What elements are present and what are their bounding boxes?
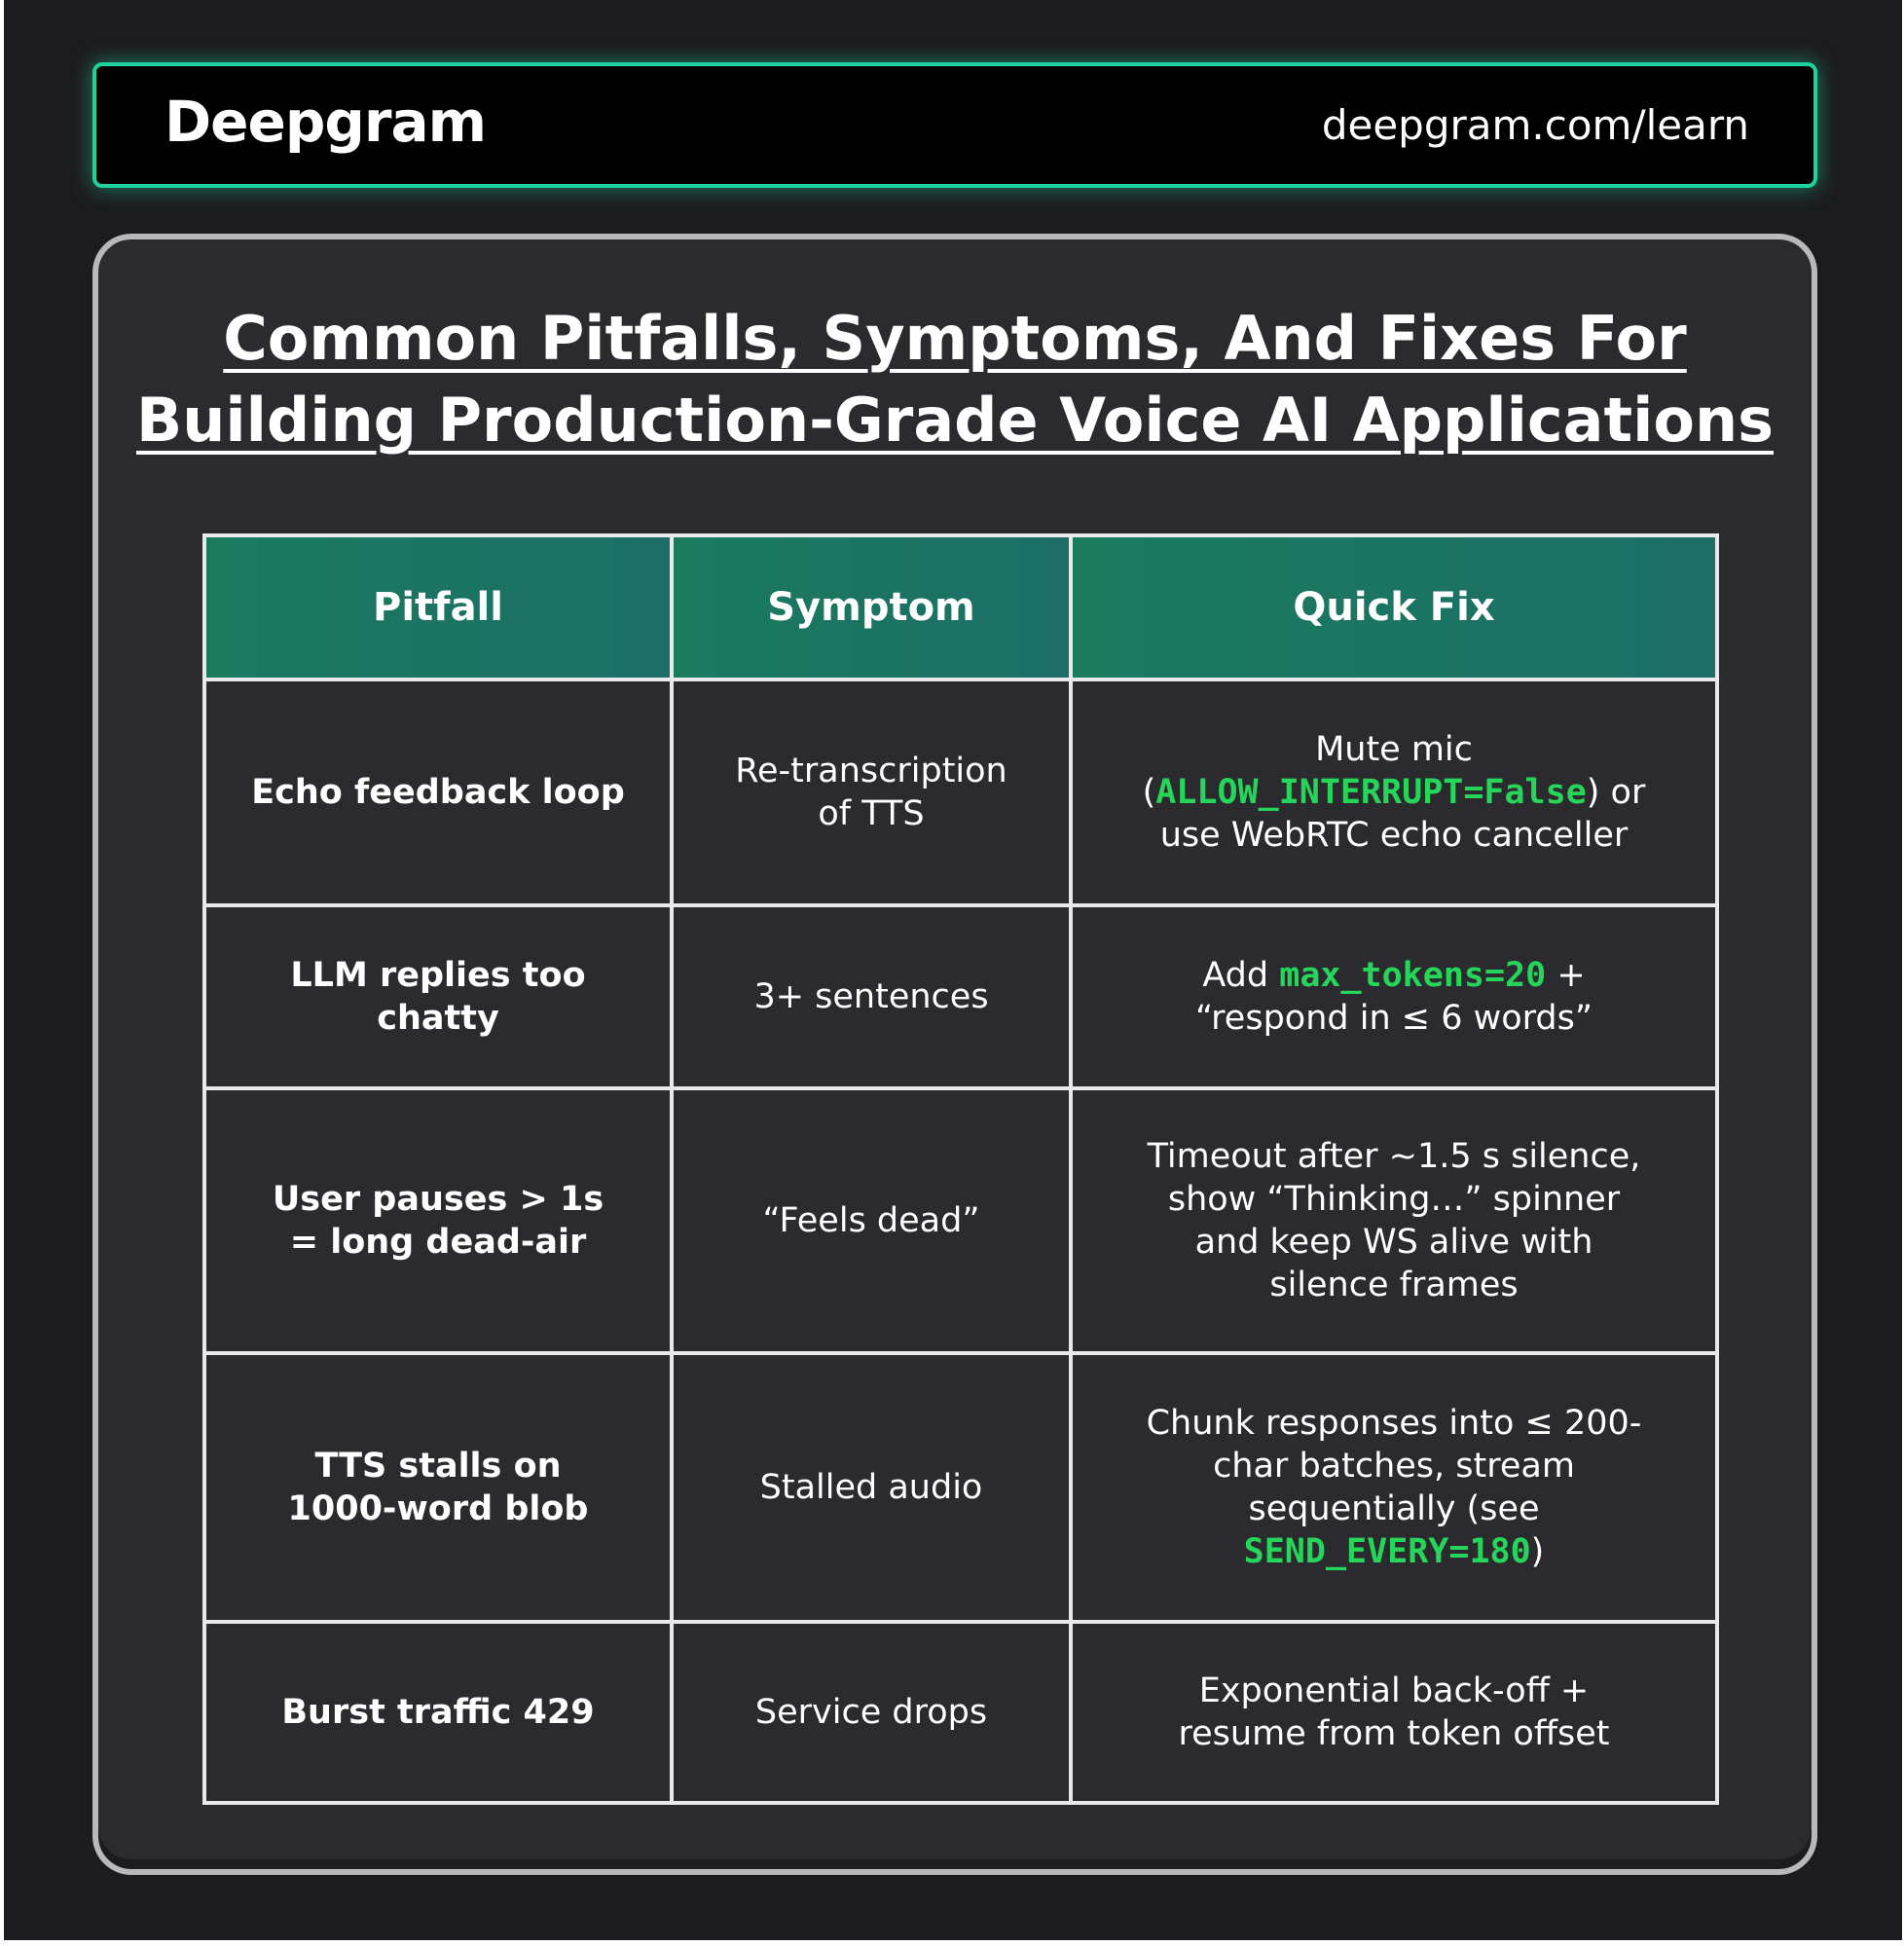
- title-line-2: Building Production-Grade Voice AI Applications: [135, 385, 1775, 456]
- fix-text: silence frames: [1269, 1266, 1519, 1304]
- fix-cell: [1071, 1088, 1717, 1353]
- fix-text: Exponential back-off +: [1198, 1671, 1590, 1710]
- pitfall-cell: [204, 679, 672, 905]
- fix-text: show “Thinking…” spinner: [1167, 1180, 1621, 1219]
- symptom-text: Service drops: [754, 1693, 988, 1732]
- page-title: [98, 298, 1812, 461]
- table-row: [204, 1353, 1717, 1622]
- fix-cell: [1071, 1622, 1717, 1803]
- symptom-text: “Feels dead”: [762, 1201, 980, 1240]
- fix-cell: [1071, 1353, 1717, 1622]
- pitfall-cell: [204, 1088, 672, 1353]
- learn-url-link[interactable]: deepgram.com/learn: [1321, 101, 1749, 149]
- symptom-cell: [672, 1088, 1071, 1353]
- header-pitfall: Pitfall: [204, 535, 672, 679]
- fix-text: Add: [1202, 956, 1280, 995]
- fix-text: “respond in ≤ 6 words”: [1194, 999, 1593, 1038]
- symptom-cell: [672, 905, 1071, 1088]
- symptom-text: of TTS: [818, 794, 925, 833]
- pitfall-text: User pauses > 1s: [272, 1180, 604, 1219]
- fix-text: resume from token offset: [1178, 1714, 1610, 1753]
- symptom-cell: [672, 1353, 1071, 1622]
- pitfall-text: 1000-word blob: [287, 1489, 589, 1528]
- pitfalls-table: [202, 533, 1719, 1805]
- fix-text: sequentially (see: [1248, 1489, 1540, 1528]
- fix-text: and keep WS alive with: [1194, 1223, 1593, 1262]
- symptom-cell: [672, 679, 1071, 905]
- symptom-text: 3+ sentences: [753, 977, 989, 1016]
- content-card: [92, 234, 1817, 1875]
- fix-text: Mute mic: [1315, 730, 1473, 769]
- header-symptom: Symptom: [672, 535, 1071, 679]
- page-canvas: [4, 0, 1902, 1940]
- fix-cell: [1071, 679, 1717, 905]
- fix-text: ) or: [1586, 773, 1646, 812]
- symptom-text: Stalled audio: [759, 1468, 983, 1507]
- fix-cell: [1071, 905, 1717, 1088]
- table-header-row: [204, 535, 1717, 679]
- fix-text: +: [1546, 956, 1586, 995]
- symptom-cell: [672, 1622, 1071, 1803]
- pitfall-cell: [204, 905, 672, 1088]
- code-snippet: max_tokens=20: [1279, 956, 1547, 995]
- table-row: [204, 1088, 1717, 1353]
- table-row: [204, 679, 1717, 905]
- pitfall-text: LLM replies too chatty: [290, 956, 586, 1038]
- fix-text: use WebRTC echo canceller: [1159, 816, 1629, 855]
- pitfall-cell: [204, 1622, 672, 1803]
- pitfall-text: = long dead-air: [289, 1223, 587, 1262]
- deepgram-logo[interactable]: Deepgram: [165, 89, 487, 155]
- title-line-1: Common Pitfalls, Symptoms, And Fixes For: [223, 303, 1687, 374]
- table-row: [204, 905, 1717, 1088]
- table-row: [204, 1622, 1717, 1803]
- code-snippet: ALLOW_INTERRUPT=False: [1155, 773, 1587, 812]
- header-bar: [92, 62, 1817, 188]
- code-snippet: SEND_EVERY=180: [1243, 1532, 1531, 1571]
- pitfall-text: Burst traffic 429: [281, 1693, 595, 1732]
- symptom-text: Re-transcription: [735, 752, 1007, 790]
- fix-text: char batches, stream: [1213, 1447, 1575, 1486]
- fix-text: ): [1530, 1532, 1545, 1571]
- header-quick-fix: Quick Fix: [1071, 535, 1717, 679]
- fix-text: Chunk responses into ≤ 200-: [1146, 1404, 1642, 1443]
- fix-text: Timeout after ~1.5 s silence,: [1147, 1137, 1641, 1176]
- fix-text: (: [1142, 773, 1156, 812]
- pitfall-cell: [204, 1353, 672, 1622]
- pitfall-text: Echo feedback loop: [251, 773, 625, 812]
- pitfall-text: TTS stalls on: [314, 1447, 562, 1486]
